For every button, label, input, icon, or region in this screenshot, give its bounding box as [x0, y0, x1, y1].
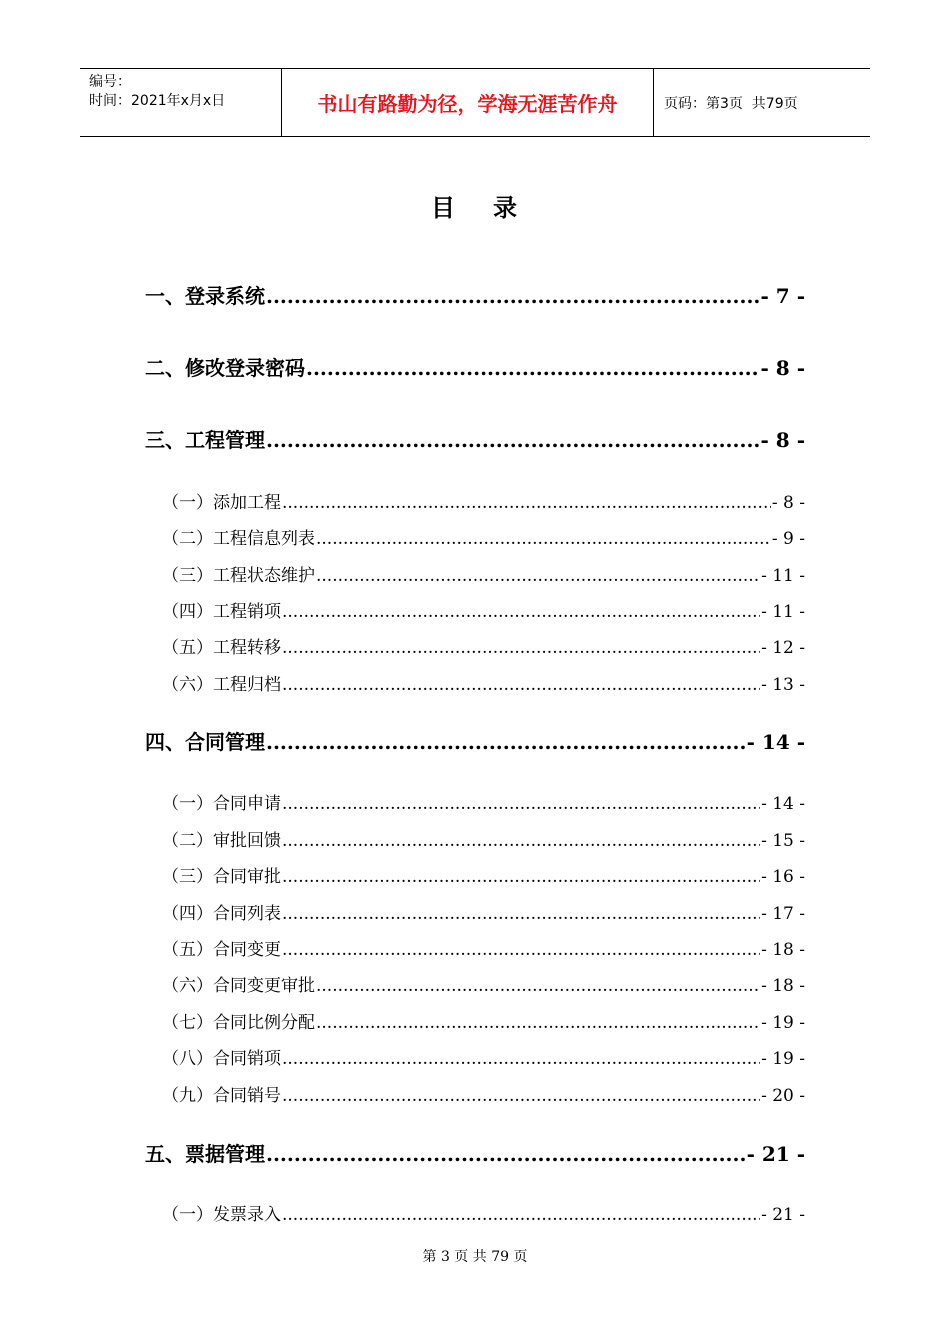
- toc-entry-number: （四）: [162, 602, 213, 622]
- toc-entry-number: （五）: [162, 940, 213, 960]
- toc-leader-dots: [282, 675, 760, 695]
- toc-entry-number: （一）: [162, 794, 213, 814]
- toc-leader-dots: [282, 940, 760, 960]
- toc-subentry[interactable]: [162, 789, 805, 813]
- toc-entry-number: 二、: [145, 356, 185, 380]
- toc-entry-title: 合同审批: [213, 867, 281, 887]
- page-header: [80, 68, 870, 137]
- toc-entry-title: 合同销项: [213, 1049, 281, 1069]
- toc-subentry[interactable]: [162, 1200, 805, 1224]
- toc-entry-title: 工程状态维护: [213, 566, 315, 586]
- toc-entry-title: 工程管理: [185, 428, 265, 452]
- toc-entry-number: （四）: [162, 904, 213, 924]
- toc-subentry[interactable]: [162, 1008, 805, 1032]
- toc-entry-number: 五、: [145, 1142, 185, 1166]
- toc-leader-dots: [282, 638, 760, 658]
- toc-entry-page: - 13 -: [761, 675, 805, 695]
- page-footer: 第 3 页 共 79 页: [422, 1249, 528, 1265]
- toc-leader-dots: [316, 529, 771, 549]
- toc-leader-dots: [282, 1205, 760, 1225]
- toc-leader-dots: [316, 976, 760, 996]
- toc-entry-page: - 15 -: [761, 831, 805, 851]
- header-page-info: 页码：第3页 共79页: [664, 95, 798, 112]
- toc-leader-dots: [282, 602, 760, 622]
- toc-entry-page: - 19 -: [761, 1049, 805, 1069]
- toc-entry-page: - 11 -: [761, 602, 805, 622]
- toc-subentry[interactable]: [162, 899, 805, 923]
- toc-entry-page: - 14 -: [746, 730, 805, 754]
- toc-subentry[interactable]: [162, 935, 805, 959]
- toc-entry-number: （七）: [162, 1013, 213, 1033]
- toc-entry-page: - 21 -: [761, 1205, 805, 1225]
- toc-entry-title: 合同申请: [213, 794, 281, 814]
- toc-entry-page: - 9 -: [771, 529, 805, 549]
- toc-entry-title: 工程销项: [213, 602, 281, 622]
- toc-leader-dots: [266, 428, 760, 452]
- toc-entry-title: 合同比例分配: [213, 1013, 315, 1033]
- toc-entry-page: - 18 -: [761, 940, 805, 960]
- toc-entry-page: - 20 -: [761, 1086, 805, 1106]
- toc-entry-page: - 7 -: [760, 284, 805, 308]
- toc-title: [0, 188, 950, 223]
- toc-leader-dots: [306, 356, 760, 380]
- time-label: 时间：2021年x月x日: [89, 93, 226, 109]
- toc-subentry[interactable]: [162, 1081, 805, 1105]
- header-meta: [80, 69, 281, 136]
- toc-entry-number: （八）: [162, 1049, 213, 1069]
- toc-leader-dots: [282, 831, 760, 851]
- toc-subentry[interactable]: [162, 862, 805, 886]
- toc-entry-title: 审批回馈: [213, 831, 281, 851]
- toc-entry[interactable]: [145, 424, 805, 454]
- header-motto: 书山有路勤为径，学海无涯苦作舟: [281, 69, 654, 136]
- toc-entry-number: （五）: [162, 638, 213, 658]
- toc-entry-title: 票据管理: [185, 1142, 265, 1166]
- toc-subentry[interactable]: [162, 488, 805, 512]
- toc-subentry[interactable]: [162, 597, 805, 621]
- toc-entry-page: - 19 -: [761, 1013, 805, 1033]
- number-label: 编号：: [89, 74, 131, 90]
- toc-title-char-2: 录: [493, 193, 519, 222]
- toc-entry-number: 四、: [145, 730, 185, 754]
- toc-entry-number: （九）: [162, 1086, 213, 1106]
- toc-entry-title: 合同销号: [213, 1086, 281, 1106]
- toc-leader-dots: [282, 904, 760, 924]
- toc-subentry[interactable]: [162, 670, 805, 694]
- toc-entry-title: 登录系统: [185, 284, 265, 308]
- toc-entry-title: 工程转移: [213, 638, 281, 658]
- toc-entry-title: 添加工程: [213, 493, 281, 513]
- toc-entry-number: （三）: [162, 867, 213, 887]
- toc-subentry[interactable]: [162, 826, 805, 850]
- toc-entry-page: - 8 -: [760, 356, 805, 380]
- toc-entry-title: 工程信息列表: [213, 529, 315, 549]
- toc-entry[interactable]: [145, 280, 805, 310]
- toc-subentry[interactable]: [162, 561, 805, 585]
- toc-entry-page: - 21 -: [746, 1142, 805, 1166]
- toc-entry-title: 合同变更审批: [213, 976, 315, 996]
- toc-entry-title: 修改登录密码: [185, 356, 305, 380]
- toc-leader-dots: [266, 730, 746, 754]
- toc-leader-dots: [282, 794, 760, 814]
- toc-entry-page: - 8 -: [771, 493, 805, 513]
- toc-subentry[interactable]: [162, 971, 805, 995]
- toc-entry-title: 合同列表: [213, 904, 281, 924]
- toc-entry-page: - 16 -: [761, 867, 805, 887]
- toc-entry[interactable]: [145, 1138, 805, 1168]
- toc-leader-dots: [266, 1142, 746, 1166]
- toc-entry-number: （二）: [162, 831, 213, 851]
- toc-leader-dots: [266, 284, 760, 308]
- toc-entry[interactable]: [145, 352, 805, 382]
- toc-entry[interactable]: [145, 726, 805, 756]
- toc-entry-number: （一）: [162, 1205, 213, 1225]
- toc-entry-number: 一、: [145, 284, 185, 308]
- toc-leader-dots: [316, 1013, 760, 1033]
- toc-subentry[interactable]: [162, 524, 805, 548]
- toc-leader-dots: [282, 493, 771, 513]
- toc-entry-title: 合同变更: [213, 940, 281, 960]
- toc-leader-dots: [282, 867, 760, 887]
- toc-entry-number: 三、: [145, 428, 185, 452]
- toc-entry-page: - 11 -: [761, 566, 805, 586]
- toc-leader-dots: [282, 1049, 760, 1069]
- toc-leader-dots: [282, 1086, 760, 1106]
- toc-entry-number: （六）: [162, 675, 213, 695]
- toc-entry-title: 合同管理: [185, 730, 265, 754]
- toc-entry-page: - 14 -: [761, 794, 805, 814]
- toc-entry-number: （二）: [162, 529, 213, 549]
- toc-leader-dots: [316, 566, 760, 586]
- toc-entry-page: - 18 -: [761, 976, 805, 996]
- toc-entry-page: - 8 -: [760, 428, 805, 452]
- toc-entry-page: - 17 -: [761, 904, 805, 924]
- toc-entry-number: （六）: [162, 976, 213, 996]
- toc-entry-title: 发票录入: [213, 1205, 281, 1225]
- toc-title-char-1: 目: [431, 193, 457, 222]
- toc-entry-number: （三）: [162, 566, 213, 586]
- toc-entry-page: - 12 -: [761, 638, 805, 658]
- toc-subentry[interactable]: [162, 1044, 805, 1068]
- toc-entry-title: 工程归档: [213, 675, 281, 695]
- toc-entry-number: （一）: [162, 493, 213, 513]
- toc-subentry[interactable]: [162, 633, 805, 657]
